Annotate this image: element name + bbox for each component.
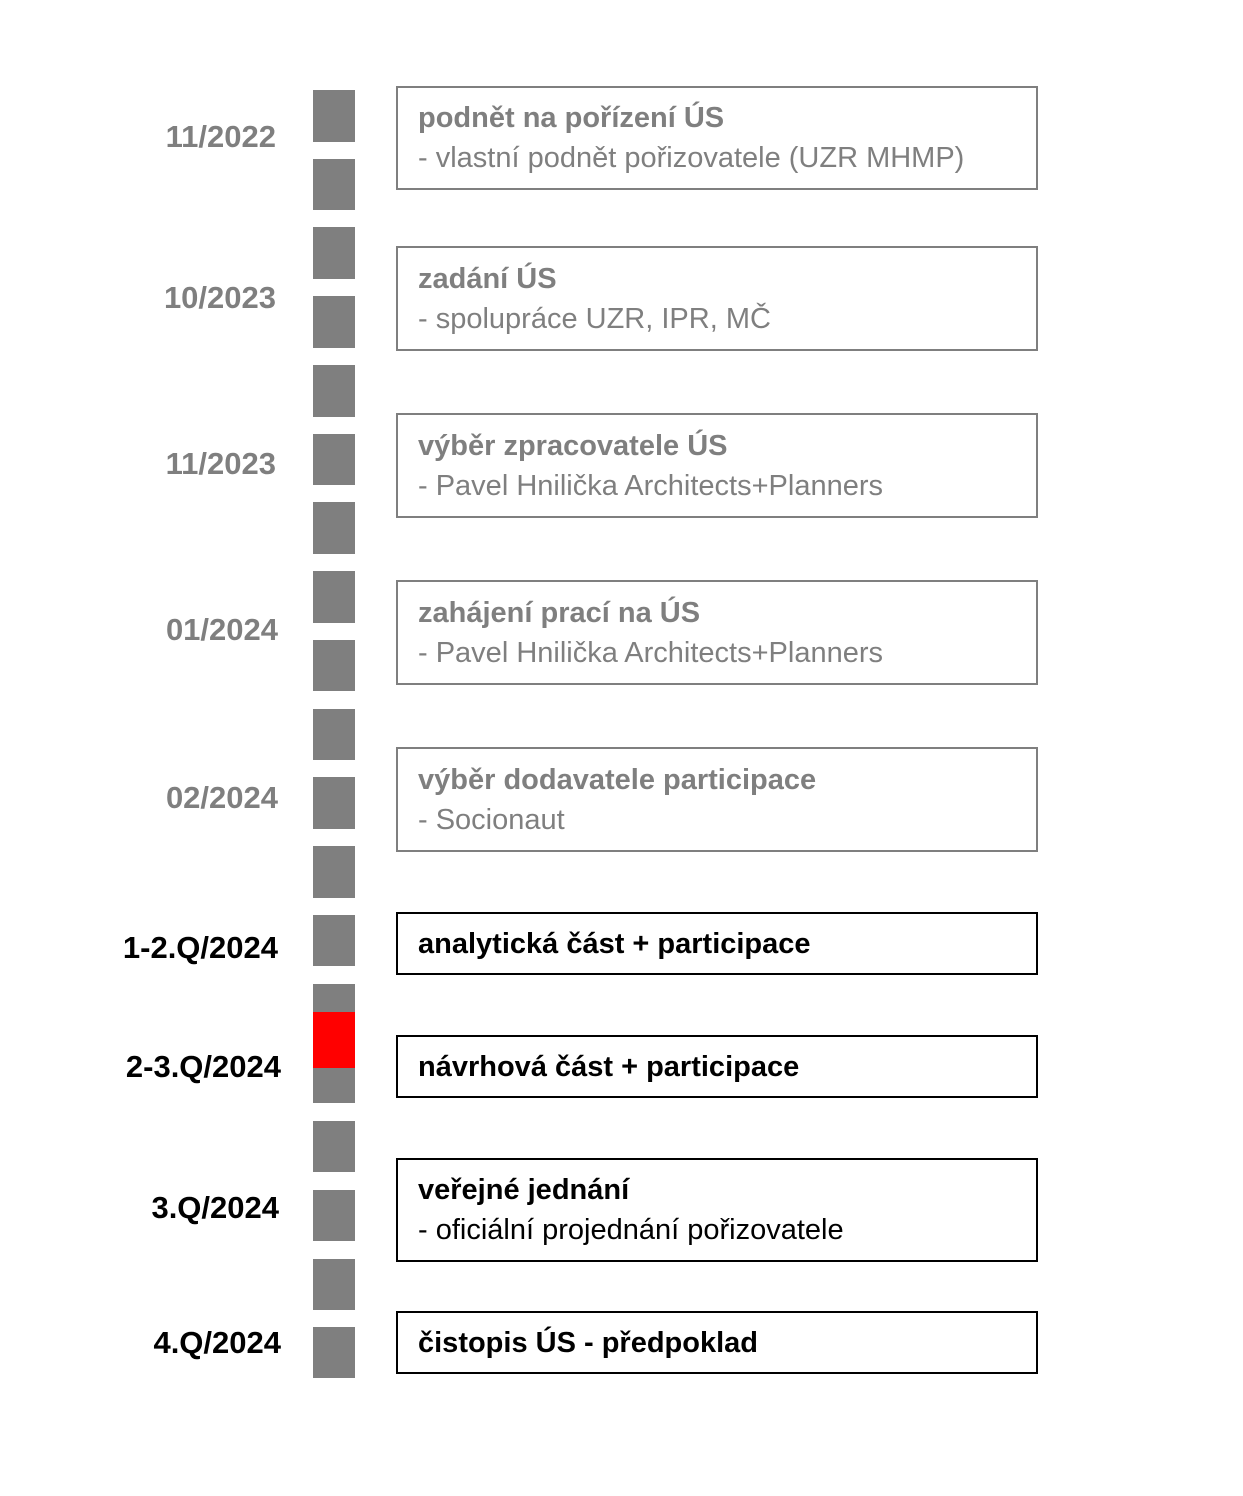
- timeline-block: [313, 502, 355, 554]
- stage-title: výběr dodavatele participace: [418, 763, 817, 796]
- timeline-block: [313, 915, 355, 966]
- stage-date: 11/2022: [165, 119, 276, 154]
- stage-detail: - Pavel Hnilička Architects+Planners: [418, 636, 884, 669]
- stage-detail: - Pavel Hnilička Architects+Planners: [418, 469, 884, 502]
- stage-detail: - oficiální projednání pořizovatele: [418, 1214, 844, 1246]
- stage-date: 01/2024: [165, 612, 278, 647]
- timeline-block: [313, 296, 355, 348]
- stage-detail: - Socionaut: [418, 803, 565, 836]
- stage-detail: - spolupráce UZR, IPR, MČ: [418, 302, 771, 335]
- timeline-block: [313, 984, 355, 1012]
- stage-box: [396, 1158, 1038, 1262]
- stage-title: podnět na pořízení ÚS: [418, 102, 725, 134]
- stage-date: 02/2024: [165, 780, 278, 815]
- timeline-block: [313, 159, 355, 210]
- stage-date: 3.Q/2024: [151, 1190, 279, 1225]
- stage-date: 4.Q/2024: [153, 1325, 281, 1360]
- timeline-block: [313, 365, 355, 417]
- timeline-block: [313, 1259, 355, 1310]
- stage-title: výběr zpracovatele ÚS: [418, 429, 728, 462]
- stage-box: [396, 413, 1038, 518]
- stage-date: 2-3.Q/2024: [125, 1049, 281, 1084]
- timeline-block: [313, 1190, 355, 1241]
- timeline-block: [313, 640, 355, 691]
- timeline-block: [313, 227, 355, 279]
- timeline-block: [313, 846, 355, 898]
- current-stage-marker: [313, 1012, 355, 1068]
- stage-title: analytická část + participace: [418, 927, 811, 960]
- stage-date: 1-2.Q/2024: [122, 930, 278, 965]
- timeline-block: [313, 1121, 355, 1172]
- stage-box: [396, 246, 1038, 351]
- stage-box: [396, 1311, 1038, 1374]
- stage-box: [396, 86, 1038, 190]
- timeline-block: [313, 571, 355, 623]
- timeline-block: [313, 709, 355, 760]
- timeline-block: [313, 777, 355, 829]
- timeline-block: [313, 1327, 355, 1378]
- stage-title: čistopis ÚS - předpoklad: [418, 1326, 758, 1359]
- timeline-block: [313, 434, 355, 485]
- stage-box: [396, 1035, 1038, 1098]
- stage-date: 11/2023: [165, 446, 276, 481]
- stage-box: [396, 912, 1038, 975]
- stage-title: návrhová část + participace: [418, 1050, 800, 1083]
- stage-title: veřejné jednání: [418, 1174, 630, 1206]
- stage-detail: - vlastní podnět pořizovatele (UZR MHMP): [418, 142, 965, 174]
- stage-title: zahájení prací na ÚS: [418, 596, 701, 629]
- stage-date: 10/2023: [163, 280, 276, 315]
- stage-title: zadání ÚS: [418, 262, 557, 295]
- stage-box: [396, 747, 1038, 852]
- timeline-block: [313, 90, 355, 142]
- stage-box: [396, 580, 1038, 685]
- timeline-block: [313, 1068, 355, 1103]
